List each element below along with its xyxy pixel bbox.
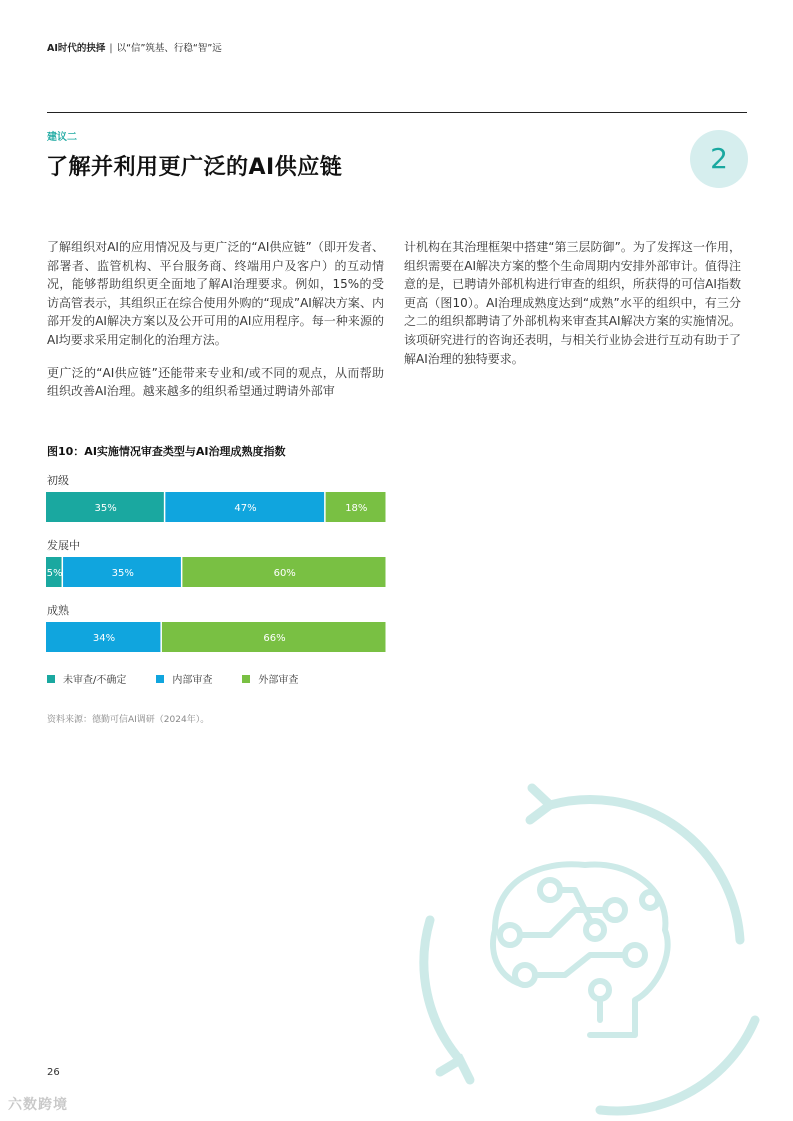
body-column-left: [47, 238, 384, 415]
bar-value-label: 35%: [111, 568, 134, 579]
body-paragraph: 计机构在其治理框架中搭建“第三层防御”。为了发挥这一作用，组织需要在AI解决方案的整个生命周期内安排外部审计。值得注意的是，已聘请外部机构进行审查的组织，所获得的可信AI指数更高（图10）。AI治理成熟度达到“成熟”水平的组织中，有三分之二的组织都聘请了外部机构来审查其AI解决方案的实施情况。该项研究进行的咨询还表明，与相关行业协会进行互动有助于了解AI治理的独特要求。: [404, 240, 741, 366]
body-paragraph: 更广泛的“AI供应链”还能带来专业和/或不同的观点，从而帮助组织改善AI治理。越来越多的组织希望通过聘请外部审: [47, 365, 384, 399]
category-label: 发展中: [47, 539, 80, 552]
header-title: AI时代的抉择: [47, 43, 106, 54]
page-number: 26: [47, 1067, 60, 1078]
category-label: 成熟: [47, 604, 69, 617]
section-kicker: 建议二: [47, 132, 77, 143]
bar-value-label: 5%: [46, 568, 63, 579]
stacked-bar-chart: [46, 470, 391, 660]
ai-brain-circuit-illustration: [400, 780, 780, 1120]
chart-legend: [47, 671, 328, 686]
bar-value-label: 35%: [94, 503, 117, 514]
legend-label: 外部审查: [258, 675, 299, 686]
legend-label: 内部审查: [172, 675, 213, 686]
legend-label: 未审查/不确定: [63, 675, 127, 686]
header-divider: [47, 112, 747, 113]
legend-item: [156, 671, 212, 686]
watermark-logo: 六数跨境: [8, 1097, 68, 1113]
category-label: 初级: [47, 474, 69, 487]
bar-value-label: 18%: [345, 503, 368, 514]
bar-value-label: 47%: [234, 503, 257, 514]
section-title: 了解并利用更广泛的AI供应链: [46, 155, 343, 180]
header-subtitle: 以“信”筑基、行稳“智”远: [116, 43, 222, 54]
legend-swatch: [242, 675, 250, 683]
bar-value-label: 34%: [92, 633, 116, 644]
running-header: [47, 40, 222, 54]
figure-title: 图10：AI实施情况审查类型与AI治理成熟度指数: [47, 445, 286, 458]
legend-swatch: [156, 675, 164, 683]
body-column-right: [404, 238, 741, 382]
bar-value-label: 60%: [273, 568, 296, 579]
body-paragraph: 了解组织对AI的应用情况及与更广泛的“AI供应链”（即开发者、部署者、监管机构、平台服务商、终端用户及客户）的互动情况，能够帮助组织更全面地了解AI治理要求。例如，15%的受访高管表示，其组织正在综合使用外购的“现成”AI解决方案、内部开发的AI解决方案以及公开可用的AI应用程序。每一种来源的AI均要求采用定制化的治理方法。: [47, 240, 384, 347]
legend-swatch: [47, 675, 55, 683]
legend-item: [47, 671, 126, 686]
legend-item: [242, 671, 298, 686]
figure-source: 资料来源：德勤可信AI调研（2024年）。: [47, 715, 210, 725]
header-separator: |: [109, 43, 113, 54]
section-number-badge: 2: [690, 130, 748, 188]
bar-value-label: 66%: [263, 633, 286, 644]
